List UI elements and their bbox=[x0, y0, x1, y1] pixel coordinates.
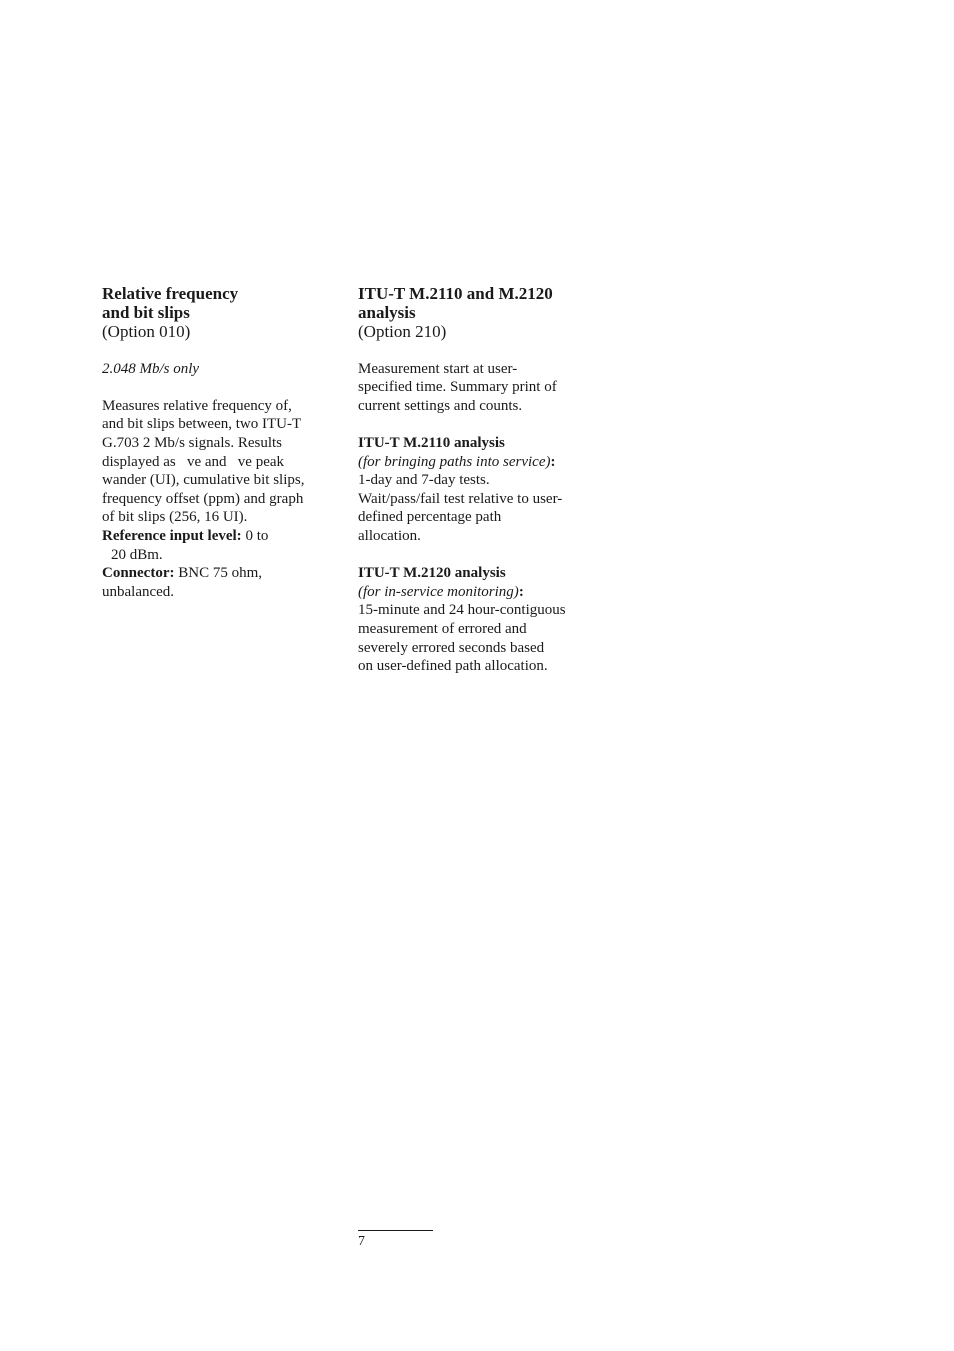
intro-line: specified time. Summary print of bbox=[358, 379, 557, 396]
m2110-line: Wait/pass/fail test relative to user- bbox=[358, 490, 563, 507]
m2120-heading: ITU-T M.2120 analysis bbox=[358, 565, 506, 582]
option-label: (Option 210) bbox=[358, 322, 447, 341]
m2120-qualifier-line bbox=[358, 583, 598, 602]
m2120-line: severely errored seconds based bbox=[358, 639, 545, 656]
reference-label: Reference input level: bbox=[102, 527, 242, 544]
option-210-section bbox=[358, 284, 598, 676]
colon: : bbox=[550, 453, 556, 470]
intro-paragraph bbox=[358, 360, 598, 416]
heading-line-1: Relative frequency bbox=[102, 284, 239, 303]
description-line: wander (UI), cumulative bit slips, bbox=[102, 472, 305, 489]
m2110-line: 1-day and 7-day tests. bbox=[358, 472, 490, 489]
m2120-line: on user-defined path allocation. bbox=[358, 658, 548, 675]
section-heading bbox=[102, 284, 342, 341]
m2120-body bbox=[358, 583, 598, 676]
description-line: G.703 2 Mb/s signals. Results bbox=[102, 434, 283, 451]
description-line: of bit slips (256, 16 UI). bbox=[102, 509, 248, 526]
description-line: displayed as ve and ve peak bbox=[102, 453, 285, 470]
reference-value: 0 to bbox=[241, 527, 269, 544]
m2110-qualifier-line bbox=[358, 453, 598, 472]
m2110-body bbox=[358, 453, 598, 546]
footer-rule bbox=[358, 1230, 433, 1231]
description-line: and bit slips between, two ITU-T bbox=[102, 416, 302, 433]
option-010-section bbox=[102, 284, 342, 601]
heading-line-2: analysis bbox=[358, 303, 416, 322]
connector-spec bbox=[102, 564, 342, 583]
description-line: frequency offset (ppm) and graph bbox=[102, 490, 304, 507]
m2120-line: 15-minute and 24 hour-contiguous bbox=[358, 602, 566, 619]
m2110-heading: ITU-T M.2110 analysis bbox=[358, 434, 505, 451]
heading-line-1: ITU-T M.2110 and M.2120 bbox=[358, 284, 553, 303]
m2110-line: defined percentage path bbox=[358, 509, 502, 526]
description-line: Measures relative frequency of, bbox=[102, 397, 292, 414]
m2110-qualifier: (for bringing paths into service) bbox=[358, 453, 551, 470]
m2110-line: allocation. bbox=[358, 527, 421, 544]
intro-line: current settings and counts. bbox=[358, 397, 523, 414]
m2120-line: measurement of errored and bbox=[358, 620, 527, 637]
page-number: 7 bbox=[358, 1234, 365, 1249]
connector-value-cont: unbalanced. bbox=[102, 583, 175, 600]
description bbox=[102, 397, 342, 602]
connector-label: Connector: bbox=[102, 565, 175, 582]
m2120-qualifier: (for in-service monitoring) bbox=[358, 583, 519, 600]
reference-input-level bbox=[102, 527, 342, 546]
heading-line-2: and bit slips bbox=[102, 303, 190, 322]
colon: : bbox=[518, 583, 524, 600]
section-heading bbox=[358, 284, 598, 341]
option-label: (Option 010) bbox=[102, 322, 191, 341]
reference-value-cont: 20 dBm. bbox=[111, 546, 163, 563]
rate-note: 2.048 Mb/s only bbox=[102, 360, 200, 377]
connector-value: BNC 75 ohm, bbox=[174, 565, 262, 582]
intro-line: Measurement start at user- bbox=[358, 360, 518, 377]
